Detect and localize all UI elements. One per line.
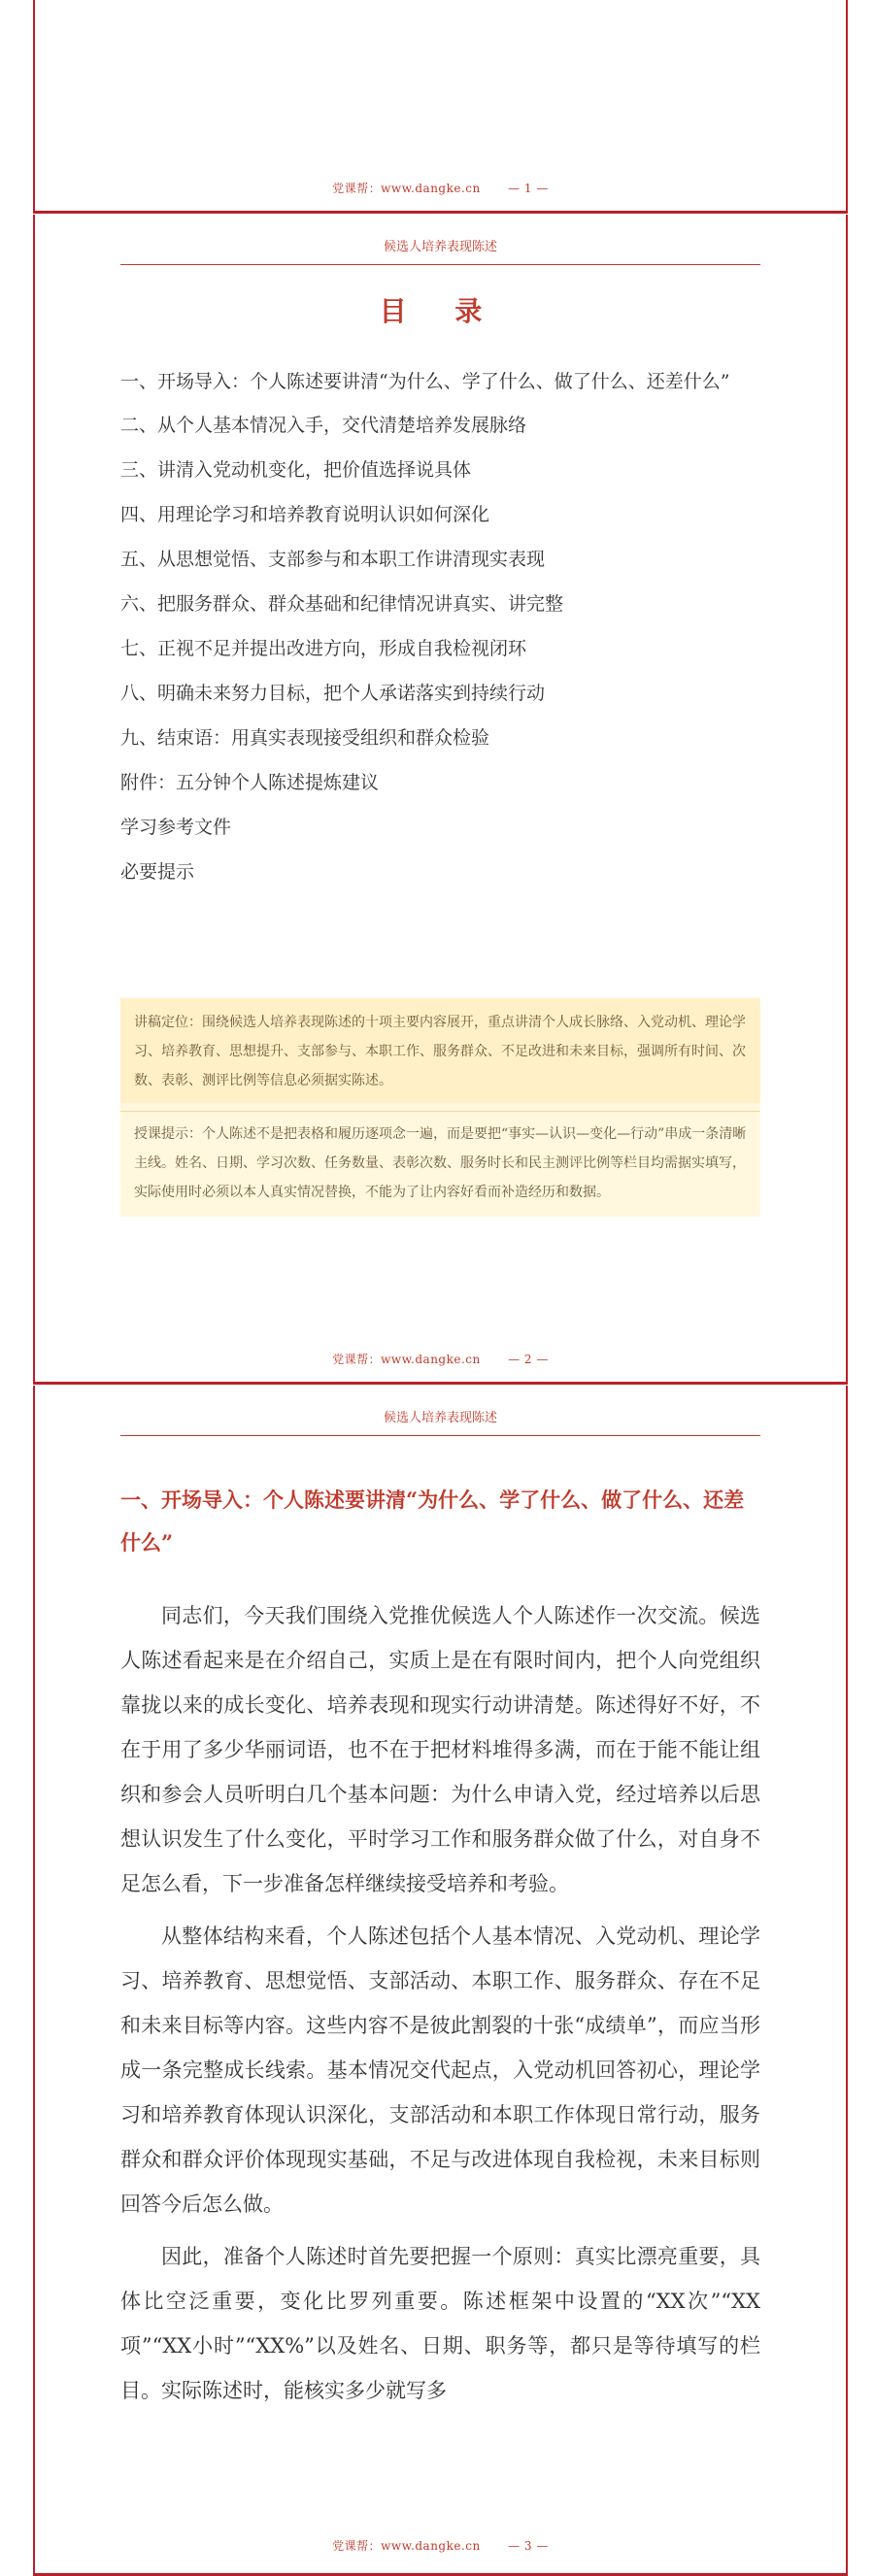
section-body [120, 1593, 760, 2421]
toc-item[interactable]: 一、开场导入：个人陈述要讲清“为什么、学了什么、做了什么、还差什么” [120, 371, 730, 392]
toc-item[interactable]: 九、结束语：用真实表现接受组织和群众检验 [120, 727, 490, 749]
page-divider [35, 1382, 846, 1385]
note-positioning: 讲稿定位：围绕候选人培养表现陈述的十项主要内容展开，重点讲清个人成长脉络、入党动机、理论学习、培养教育、思想提升、支部参与、本职工作、服务群众、不足改进和未来目标，强调所有时间、次数、表彰、测评比例等信息必须据实陈述。 [134, 1015, 746, 1088]
page-3 [33, 1386, 848, 2576]
toc-item[interactable]: 八、明确未来努力目标，把个人承诺落实到持续行动 [120, 683, 546, 704]
body-paragraph: 因此，准备个人陈述时首先要把握一个原则：真实比漂亮重要，具体比空泛重要，变化比罗列重要。陈述框架中设置的“XX次”“XX项”“XX小时”“XX%”以及姓名、日期、职务等，都只是等待填写的栏目。实际陈述时，能核实多少就写多 [120, 2245, 760, 2402]
note-tips: 授课提示：个人陈述不是把表格和履历逐项念一遍，而是要把“事实—认识—变化—行动”串成一条清晰主线。姓名、日期、学习次数、任务数量、表彰次数、服务时长和民主测评比例等栏目均需据实填写，实际使用时必须以本人真实情况替换，不能为了让内容好看而补造经历和数据。 [134, 1126, 747, 1200]
toc-item[interactable]: 七、正视不足并提出改进方向，形成自我检视闭环 [120, 638, 527, 659]
page-1 [33, 0, 848, 214]
footer-page-number: — 3 — [508, 2539, 549, 2553]
toc-item[interactable]: 四、用理论学习和培养教育说明认识如何深化 [120, 504, 490, 525]
body-paragraph: 从整体结构来看，个人陈述包括个人基本情况、入党动机、理论学习、培养教育、思想觉悟、支部活动、本职工作、服务群众、存在不足和未来目标等内容。这些内容不是彼此割裂的十张“成绩单”，而应当形成一条完整成长线索。基本情况交代起点，入党动机回答初心，理论学习和培养教育体现认识深化，支部活动和本职工作体现日常行动，服务群众和群众评价体现现实基础，不足与改进体现自我检视，未来目标则回答今后怎么做。 [120, 1924, 760, 2216]
toc-item[interactable]: 三、讲清入党动机变化，把价值选择说具体 [120, 459, 472, 481]
lecture-note-box [120, 998, 760, 1217]
toc-list [120, 360, 760, 894]
toc-title: 目 录 [379, 295, 502, 327]
body-paragraph: 同志们，今天我们围绕入党推优候选人个人陈述作一次交流。候选人陈述看起来是在介绍自己，实质上是在有限时间内，把个人向党组织靠拢以来的成长变化、培养表现和现实行动讲清楚。陈述得好不好，不在于用了多少华丽词语，也不在于把材料堆得多满，而在于能不能让组织和参会人员听明白几个基本问题：为什么申请入党，经过培养以后思想认识发生了什么变化，平时学习工作和服务群众做了什么，对自身不足怎么看，下一步准备怎样继续接受培养和考验。 [120, 1604, 760, 1895]
page-2 [33, 215, 848, 1385]
toc-item[interactable]: 二、从个人基本情况入手，交代清楚培养发展脉络 [120, 415, 527, 436]
page-footer [35, 1351, 846, 1367]
page-footer [35, 2537, 846, 2554]
section-heading: 一、开场导入：个人陈述要讲清“为什么、学了什么、做了什么、还差什么” [120, 1488, 745, 1555]
footer-page-number: — 1 — [508, 182, 549, 195]
note-divider [120, 1111, 760, 1112]
footer-url: 党课帮：www.dangke.cn [332, 1353, 481, 1366]
running-head: 候选人培养表现陈述 [120, 236, 760, 265]
footer-page-number: — 2 — [508, 1353, 549, 1366]
page-footer [35, 180, 846, 196]
toc-item[interactable]: 五、从思想觉悟、支部参与和本职工作讲清现实表现 [120, 549, 546, 570]
toc-item[interactable]: 附件：五分钟个人陈述提炼建议 [120, 772, 380, 793]
running-head: 候选人培养表现陈述 [120, 1407, 760, 1436]
toc-item[interactable]: 学习参考文件 [120, 817, 232, 838]
toc-item[interactable]: 必要提示 [120, 861, 195, 883]
page-divider [35, 211, 846, 214]
footer-url: 党课帮：www.dangke.cn [332, 2539, 481, 2553]
footer-url: 党课帮：www.dangke.cn [332, 182, 481, 195]
toc-item[interactable]: 六、把服务群众、群众基础和纪律情况讲真实、讲完整 [120, 593, 564, 615]
